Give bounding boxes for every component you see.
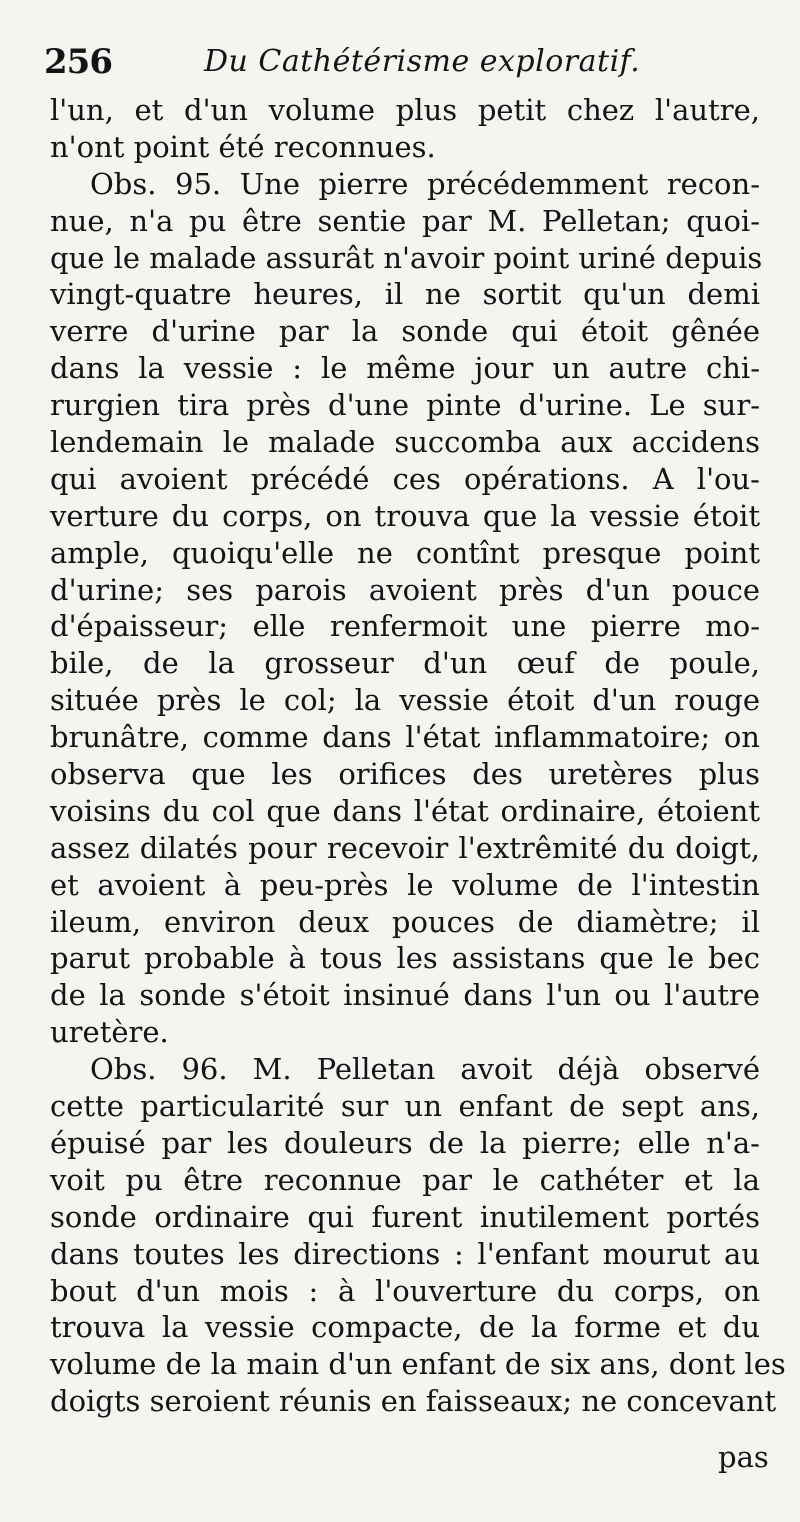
text-line: qui avoient précédé ces opérations. A l'ou-	[50, 461, 760, 496]
body-text	[50, 92, 786, 1420]
text-line: doigts seroient réunis en faisseaux; ne concevant	[50, 1384, 777, 1419]
text-line: située près le col; la vessie étoit d'un rouge	[50, 683, 760, 718]
text-line: verture du corps, on trouva que la vessie étoit	[50, 498, 760, 533]
page-number: 256	[44, 42, 112, 82]
text-line: ample, quoiqu'elle ne contînt presque point	[50, 535, 760, 570]
text-line: bile, de la grosseur d'un œuf de poule,	[50, 646, 760, 681]
text-line: voisins du col que dans l'état ordinaire, étoient	[50, 793, 760, 828]
text-line: voit pu être reconnue par le cathéter et la	[50, 1162, 760, 1197]
text-line: brunâtre, comme dans l'état inflammatoire; on	[50, 720, 760, 755]
text-line: et avoient à peu-près le volume de l'intestin	[50, 867, 760, 902]
text-line: uretère.	[50, 1015, 169, 1050]
running-title: Du Cathétérisme exploratif.	[204, 44, 641, 79]
text-line: nue, n'a pu être sentie par M. Pelletan; quoi-	[50, 203, 760, 238]
text-line: volume de la main d'un enfant de six ans, dont les	[50, 1347, 786, 1382]
text-line: bout d'un mois : à l'ouverture du corps, on	[50, 1273, 760, 1308]
catchword: pas	[718, 1440, 769, 1474]
text-line: épuisé par les douleurs de la pierre; elle n'a-	[50, 1125, 760, 1160]
text-line: que le malade assurât n'avoir point uriné depuis	[50, 240, 763, 275]
text-line: Obs. 96. M. Pelletan avoit déjà observé	[90, 1052, 760, 1087]
text-line: lendemain le malade succomba aux accidens	[50, 425, 760, 460]
text-line: rurgien tira près d'une pinte d'urine. Le sur-	[50, 388, 760, 423]
text-line: d'épaisseur; elle renfermoit une pierre mo-	[50, 609, 760, 644]
text-line: ileum, environ deux pouces de diamètre; il	[50, 904, 760, 939]
text-line: l'un, et d'un volume plus petit chez l'autre,	[50, 93, 760, 127]
text-line: vingt-quatre heures, il ne sortit qu'un demi	[50, 277, 760, 312]
text-line: Obs. 95. Une pierre précédemment recon-	[90, 166, 760, 201]
text-line: de la sonde s'étoit insinué dans l'un ou l'autre	[50, 978, 760, 1013]
text-line: n'ont point été reconnues.	[50, 129, 436, 164]
text-line: verre d'urine par la sonde qui étoit gênée	[50, 314, 760, 349]
text-line: dans la vessie : le même jour un autre chi-	[50, 351, 760, 386]
text-line: trouva la vessie compacte, de la forme et du	[50, 1310, 760, 1345]
text-line: sonde ordinaire qui furent inutilement portés	[50, 1199, 760, 1234]
text-line: parut probable à tous les assistans que le bec	[50, 941, 760, 976]
text-line: d'urine; ses parois avoient près d'un pouce	[50, 572, 760, 607]
page-header	[44, 42, 764, 92]
text-line: cette particularité sur un enfant de sept ans,	[50, 1089, 760, 1124]
text-line: dans toutes les directions : l'enfant mourut au	[50, 1236, 760, 1271]
text-line: assez dilatés pour recevoir l'extrêmité du doigt,	[50, 830, 760, 865]
text-line: observa que les orifices des uretères plus	[50, 757, 760, 792]
